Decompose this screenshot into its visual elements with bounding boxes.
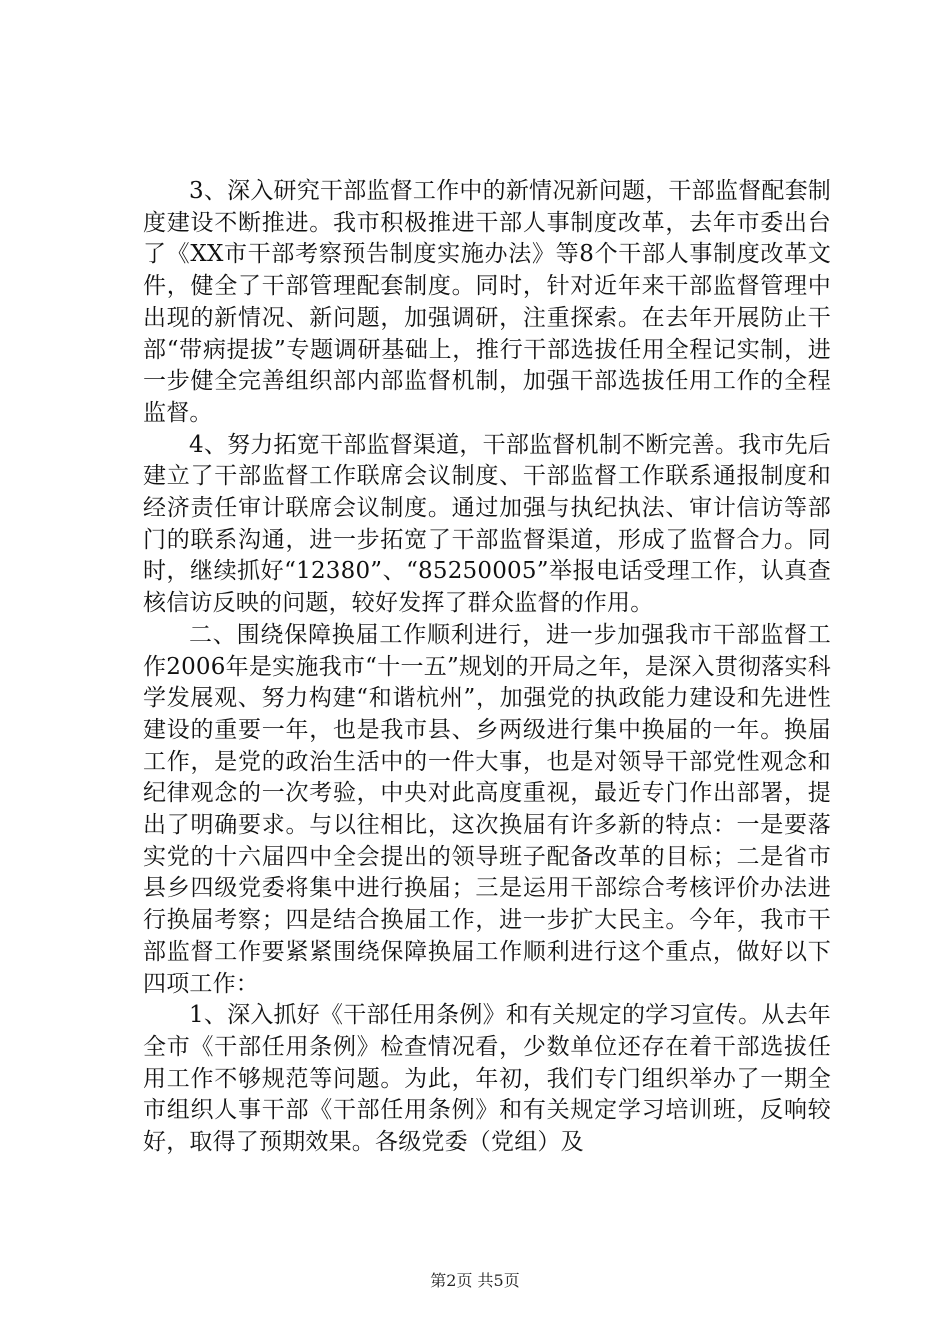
paragraph-supervision-system: 3、深入研究干部监督工作中的新情况新问题，干部监督配套制度建设不断推进。我市积极推进干部人事制度改革，去年市委出台了《XX市干部考察预告制度实施办法》等8个干部人事制度改革文件，健全了干部管理配套制度。同时，针对近年来干部监督管理中出现的新情况、新问题，加强调研，注重探索。在去年开展防止干部“带病提拔”专题调研基础上，推行干部选拔任用全程记实制，进一步健全完善组织部内部监督机制，加强干部选拔任用工作的全程监督。 [143, 178, 831, 426]
paragraph-regulation-study: 1、深入抓好《干部任用条例》和有关规定的学习宣传。从去年全市《干部任用条例》检查情况看，少数单位还存在着干部选拔任用工作不够规范等问题。为此，年初，我们专门组织举办了一期全市组织人事干部《干部任用条例》和有关规定学习培训班，反响较好，取得了预期效果。各级党委（党组）及 [143, 1002, 831, 1156]
paragraph-section-two: 二、围绕保障换届工作顺利进行，进一步加强我市干部监督工作2006年是实施我市“十一五”规划的开局之年，是深入贯彻落实科学发展观、努力构建“和谐杭州”，加强党的执政能力建设和先进性建设的重要一年，也是我市县、乡两级进行集中换届的一年。换届工作，是党的政治生活中的一件大事，也是对领导干部党性观念和纪律观念的一次考验，中央对此高度重视，最近专门作出部署，提出了明确要求。与以往相比，这次换届有许多新的特点：一是要落实党的十六届四中全会提出的领导班子配备改革的目标；二是省市县乡四级党委将集中进行换届；三是运用干部综合考核评价办法进行换届考察；四是结合换届工作，进一步扩大民主。今年，我市干部监督工作要紧紧围绕保障换届工作顺利进行这个重点，做好以下四项工作： [143, 621, 831, 997]
page-number-footer: 第2页 共5页 [430, 1271, 520, 1290]
document-body [143, 176, 831, 1159]
paragraph-supervision-channels: 4、努力拓宽干部监督渠道，干部监督机制不断完善。我市先后建立了干部监督工作联席会议制度、干部监督工作联系通报制度和经济责任审计联席会议制度。通过加强与执纪执法、审计信访等部门的联系沟通，进一步拓宽了干部监督渠道，形成了监督合力。同时，继续抓好“12380”、“85250005”举报电话受理工作，认真查核信访反映的问题，较好发挥了群众监督的作用。 [143, 431, 831, 617]
